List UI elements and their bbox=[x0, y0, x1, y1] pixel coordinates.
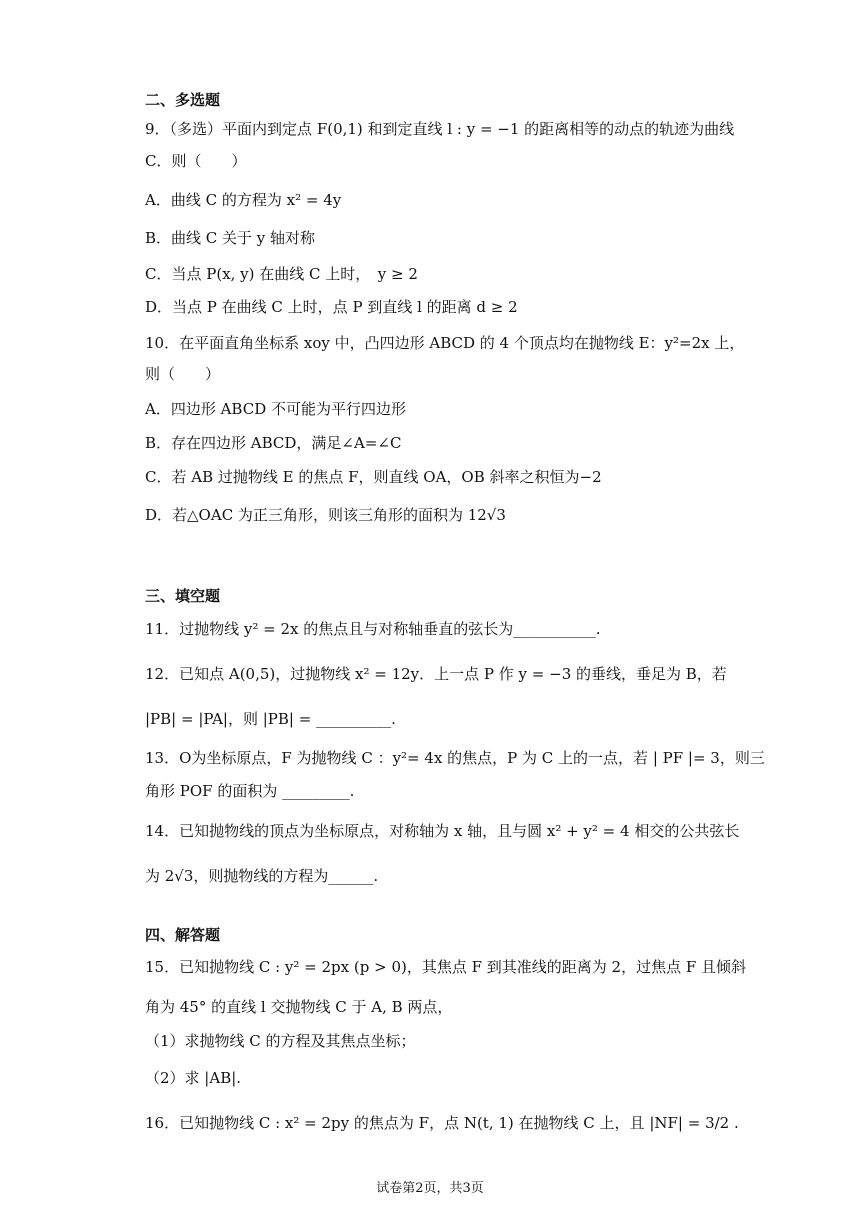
page-footer: 试卷第2页，共3页 bbox=[376, 1181, 484, 1196]
question-13-line-1: 13．O为坐标原点，F 为抛物线 C ：y²= 4x 的焦点，P 为 C 上的一点，若 | PF |= 3，则三 bbox=[145, 749, 765, 767]
question-10-stem-line-1: 10．在平面直角坐标系 xoy 中，凸四边形 ABCD 的 4 个顶点均在抛物线 E：y²=2x 上， bbox=[145, 334, 745, 352]
question-9-stem-line-1: 9．（多选）平面内到定点 F(0,1) 和到定直线 l : y = −1 的距离相等的动点的轨迹为曲线 bbox=[145, 120, 735, 138]
question-9-stem-line-2: C．则（ ） bbox=[145, 152, 247, 170]
question-10-option-b: B．存在四边形 ABCD，满足∠A=∠C bbox=[145, 434, 402, 452]
question-10-stem-line-2: 则（ ） bbox=[145, 365, 221, 383]
section-heading-fill-in: 三、填空题 bbox=[145, 587, 221, 605]
question-10-option-d: D．若△OAC 为正三角形，则该三角形的面积为 12√3 bbox=[145, 506, 506, 524]
question-15-line-2: 角为 45° 的直线 l 交抛物线 C 于 A, B 两点， bbox=[145, 998, 453, 1016]
question-12-line-2: |PB| = |PA|，则 |PB| = __________. bbox=[145, 710, 396, 728]
question-10-option-a: A．四边形 ABCD 不可能为平行四边形 bbox=[145, 400, 407, 418]
section-heading-answer: 四、解答题 bbox=[145, 926, 221, 944]
question-13-line-2: 角形 POF 的面积为 _________. bbox=[145, 782, 355, 800]
question-9-option-c: C．当点 P(x, y) 在曲线 C 上时， y ≥ 2 bbox=[145, 265, 418, 283]
question-12-line-1: 12．已知点 A(0,5)，过抛物线 x² = 12y．上一点 P 作 y = −3 的垂线，垂足为 B，若 bbox=[145, 665, 727, 683]
question-16: 16．已知抛物线 C : x² = 2py 的焦点为 F，点 N(t, 1) 在抛物线 C 上，且 |NF| = 3/2 . bbox=[145, 1114, 739, 1132]
question-11: 11．过抛物线 y² = 2x 的焦点且与对称轴垂直的弦长为___________. bbox=[145, 620, 601, 638]
question-15-part-1: （1）求抛物线 C 的方程及其焦点坐标； bbox=[145, 1032, 416, 1050]
question-9-option-a: A．曲线 C 的方程为 x² = 4y bbox=[145, 191, 342, 209]
section-heading-multiple-choice: 二、多选题 bbox=[145, 91, 221, 109]
question-14-line-2: 为 2√3，则抛物线的方程为______. bbox=[145, 867, 379, 885]
question-15-line-1: 15．已知抛物线 C : y² = 2px (p > 0)，其焦点 F 到其准线的距离为 2，过焦点 F 且倾斜 bbox=[145, 958, 747, 976]
question-14-line-1: 14．已知抛物线的顶点为坐标原点，对称轴为 x 轴，且与圆 x² + y² = 4 相交的公共弦长 bbox=[145, 822, 740, 840]
question-9-option-d: D．当点 P 在曲线 C 上时，点 P 到直线 l 的距离 d ≥ 2 bbox=[145, 298, 518, 316]
question-15-part-2: （2）求 |AB|. bbox=[145, 1069, 242, 1087]
question-9-option-b: B．曲线 C 关于 y 轴对称 bbox=[145, 229, 316, 247]
question-10-option-c: C．若 AB 过抛物线 E 的焦点 F，则直线 OA，OB 斜率之积恒为−2 bbox=[145, 468, 602, 486]
